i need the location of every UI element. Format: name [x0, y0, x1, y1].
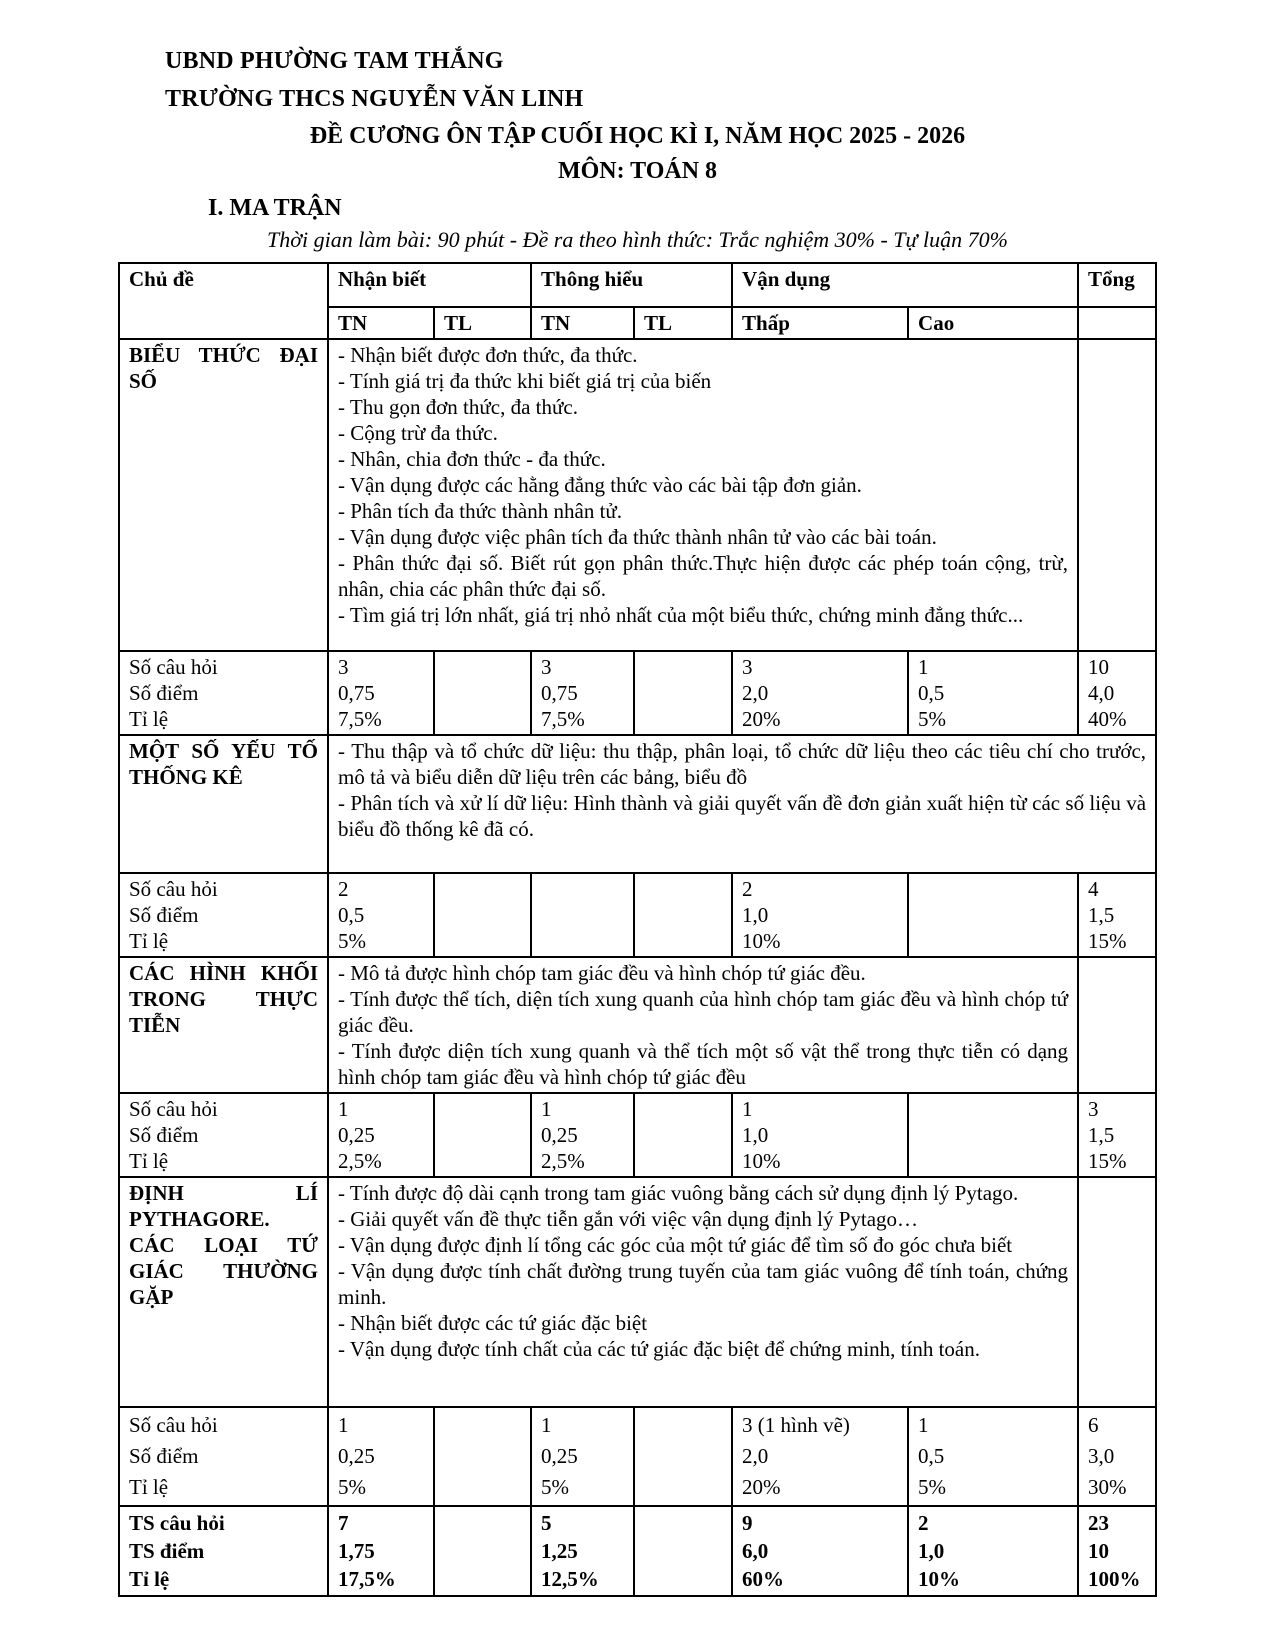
- content-line: Tỉ lệ: [129, 707, 169, 731]
- content-line: 0,5: [338, 903, 365, 927]
- content-line: 1: [541, 1097, 552, 1121]
- content-line: 1,0: [742, 1123, 769, 1147]
- total-tong: [1078, 1506, 1156, 1596]
- content-line: 1: [338, 1413, 349, 1437]
- content-line: - Phân tích và xử lí dữ liệu: Hình thành và giải quyết vấn đề đơn giản xuất hiện từ các số liệu và biểu đồ thống kê đã có.: [338, 791, 1147, 841]
- stats-labels: [119, 873, 328, 957]
- content-line: 10%: [918, 1567, 961, 1591]
- content-line: 5%: [541, 1475, 570, 1499]
- content-line: 40%: [1088, 707, 1127, 731]
- content-line: Số điểm: [129, 1123, 199, 1147]
- topic-row: [119, 957, 1156, 1093]
- content-line: Tỉ lệ: [129, 1149, 169, 1173]
- content-line: 10%: [742, 929, 781, 953]
- content-line: 5%: [918, 707, 947, 731]
- content-line: - Thu gọn đơn thức, đa thức.: [338, 395, 578, 419]
- content-line: 5%: [338, 1475, 366, 1499]
- stats-row: [119, 873, 1156, 957]
- col-header-th-tl: TL: [634, 307, 732, 339]
- topic-row: [119, 1177, 1156, 1407]
- content-line: 6: [1088, 1413, 1099, 1437]
- total-nb-tl: [434, 1506, 531, 1596]
- content-line: 1: [918, 655, 929, 679]
- content-line: Số câu hỏi: [129, 1413, 218, 1437]
- topic-criteria: [328, 1177, 1078, 1407]
- content-line: 2,0: [742, 1444, 769, 1468]
- content-line: 3: [742, 655, 753, 679]
- section-heading: I. MA TRẬN: [208, 195, 342, 221]
- stat-vd-cao: [908, 651, 1078, 735]
- col-header-vd-cao: Cao: [908, 307, 1078, 339]
- content-line: 5%: [338, 929, 366, 953]
- stat-th-tl: [634, 651, 732, 735]
- content-line: 5%: [918, 1475, 947, 1499]
- content-line: 1,0: [742, 903, 769, 927]
- content-line: 1: [338, 1097, 349, 1121]
- empty-cell: [1078, 1177, 1156, 1407]
- content-line: 23: [1088, 1511, 1110, 1535]
- content-line: 2: [742, 877, 753, 901]
- content-line: 20%: [742, 707, 781, 731]
- topic-criteria: [328, 735, 1156, 873]
- header-row-1: [119, 263, 1156, 307]
- col-header-vd-thap: Thấp: [732, 307, 908, 339]
- content-line: 0,25: [338, 1444, 375, 1468]
- content-line: 100%: [1088, 1567, 1141, 1591]
- stat-vd-cao: [908, 1407, 1078, 1506]
- content-line: - Vận dụng được tính chất của các tứ giác đặc biệt để chứng minh, tính toán.: [338, 1337, 980, 1361]
- content-line: Số điểm: [129, 903, 199, 927]
- stat-nb-tn: [328, 873, 434, 957]
- total-th-tl: [634, 1506, 732, 1596]
- content-line: Số câu hỏi: [129, 1097, 218, 1121]
- content-line: 2: [338, 877, 349, 901]
- empty-cell: [1078, 339, 1156, 651]
- content-line: 0,75: [541, 681, 578, 705]
- stat-th-tn: [531, 1407, 634, 1506]
- stats-row: [119, 1093, 1156, 1177]
- doc-subject: MÔN: TOÁN 8: [557, 158, 718, 184]
- col-header-tong-empty: [1078, 307, 1156, 339]
- col-header-van-dung: Vận dụng: [732, 263, 1078, 307]
- stat-vd-thap: [732, 651, 908, 735]
- content-line: 0,75: [338, 681, 375, 705]
- content-line: - Phân tích đa thức thành nhân tử.: [338, 499, 623, 523]
- content-line: Số điểm: [129, 1444, 199, 1468]
- content-line: Tỉ lệ: [129, 929, 169, 953]
- content-line: - Thu thập và tổ chức dữ liệu: thu thập, phân loại, tổ chức dữ liệu theo các tiêu chí cho trước, mô tả và biểu diễn dữ liệu trên các bảng, biểu đồ: [338, 739, 1147, 789]
- topic-name: CÁC HÌNH KHỐI TRONG THỰC TIỄN: [119, 957, 328, 1093]
- content-line: TS điểm: [129, 1539, 205, 1563]
- content-line: - Vận dụng được tính chất đường trung tuyến của tam giác vuông để tính toán, chứng minh.: [338, 1259, 1069, 1309]
- stat-vd-thap: [732, 1407, 908, 1506]
- stats-row: [119, 651, 1156, 735]
- content-line: - Nhân, chia đơn thức - đa thức.: [338, 447, 606, 471]
- content-line: 1,5: [1088, 903, 1115, 927]
- totals-labels: [119, 1506, 328, 1596]
- topic-name: ĐỊNH LÍ PYTHAGORE. CÁC LOẠI TỨ GIÁC THƯỜNG GẶP: [119, 1177, 328, 1407]
- content-line: 0,25: [541, 1123, 578, 1147]
- content-line: - Tính được diện tích xung quanh và thể tích một số vật thể trong thực tiễn có dạng hình chóp tam giác đều và hình chóp tứ giác đều: [338, 1039, 1069, 1089]
- content-line: 15%: [1088, 929, 1127, 953]
- content-line: 3: [541, 655, 552, 679]
- stat-nb-tl: [434, 1093, 531, 1177]
- doc-title: ĐỀ CƯƠNG ÔN TẬP CUỐI HỌC KÌ I, NĂM HỌC 2025 - 2026: [309, 123, 966, 149]
- stat-th-tl: [634, 1407, 732, 1506]
- stat-vd-thap: [732, 1093, 908, 1177]
- content-line: - Tìm giá trị lớn nhất, giá trị nhỏ nhất của một biểu thức, chứng minh đẳng thức...: [338, 603, 1024, 627]
- stat-th-tn: [531, 651, 634, 735]
- content-line: 3,0: [1088, 1444, 1115, 1468]
- content-line: 17,5%: [338, 1567, 396, 1591]
- content-line: - Giải quyết vấn đề thực tiễn gắn với việc vận dụng định lý Pytago…: [338, 1207, 919, 1231]
- content-line: - Vận dụng được việc phân tích đa thức thành nhân tử vào các bài toán.: [338, 525, 937, 549]
- content-line: 7: [338, 1511, 349, 1535]
- content-line: TS câu hỏi: [129, 1511, 225, 1535]
- content-line: 3 (1 hình vẽ): [742, 1413, 850, 1437]
- stat-nb-tn: [328, 651, 434, 735]
- school-name: TRƯỜNG THCS NGUYỄN VĂN LINH: [165, 86, 584, 112]
- stat-th-tn: [531, 1093, 634, 1177]
- content-line: 7,5%: [338, 707, 382, 731]
- content-line: 1: [541, 1413, 552, 1437]
- stat-nb-tl: [434, 651, 531, 735]
- content-line: 1,75: [338, 1539, 375, 1563]
- content-line: - Nhận biết được các tứ giác đặc biệt: [338, 1311, 648, 1335]
- content-line: 3: [338, 655, 349, 679]
- content-line: 1: [742, 1097, 753, 1121]
- content-line: 1,25: [541, 1539, 578, 1563]
- stat-vd-cao: [908, 873, 1078, 957]
- total-nb-tn: [328, 1506, 434, 1596]
- content-line: - Phân thức đại số. Biết rút gọn phân thức.Thực hiện được các phép toán cộng, trừ, nhân, chia các phân thức đại số.: [338, 551, 1069, 601]
- stat-nb-tl: [434, 873, 531, 957]
- content-line: 0,25: [541, 1444, 578, 1468]
- content-line: 0,5: [918, 681, 945, 705]
- col-header-topic: Chủ đề: [119, 263, 328, 339]
- org-name: UBND PHƯỜNG TAM THẮNG: [165, 48, 504, 74]
- content-line: 3: [1088, 1097, 1099, 1121]
- content-line: Số câu hỏi: [129, 877, 218, 901]
- stats-row: [119, 1407, 1156, 1506]
- content-line: 0,5: [918, 1444, 945, 1468]
- total-th-tn: [531, 1506, 634, 1596]
- content-line: Tỉ lệ: [129, 1567, 170, 1591]
- stat-tong: [1078, 651, 1156, 735]
- content-line: 1: [918, 1413, 929, 1437]
- content-line: 10: [1088, 655, 1110, 679]
- content-line: - Nhận biết được đơn thức, đa thức.: [338, 343, 638, 367]
- stat-th-tl: [634, 1093, 732, 1177]
- content-line: 2,5%: [338, 1149, 382, 1173]
- col-header-nb-tl: TL: [434, 307, 531, 339]
- topic-criteria: [328, 339, 1078, 651]
- topic-row: [119, 339, 1156, 651]
- col-header-tong: Tổng: [1078, 263, 1156, 307]
- exam-info-line: Thời gian làm bài: 90 phút - Đề ra theo hình thức: Trắc nghiệm 30% - Tự luận 70%: [267, 227, 1008, 252]
- content-line: 15%: [1088, 1149, 1127, 1173]
- col-header-nb-tn: TN: [328, 307, 434, 339]
- content-line: 12,5%: [541, 1567, 599, 1591]
- content-line: Tỉ lệ: [129, 1475, 169, 1499]
- col-header-th-tn: TN: [531, 307, 634, 339]
- content-line: 7,5%: [541, 707, 585, 731]
- content-line: 2,5%: [541, 1149, 585, 1173]
- content-line: 60%: [742, 1567, 785, 1591]
- stats-labels: [119, 651, 328, 735]
- content-line: 2: [918, 1511, 929, 1535]
- content-line: 2,0: [742, 681, 769, 705]
- stat-tong: [1078, 1407, 1156, 1506]
- content-line: 30%: [1088, 1475, 1127, 1499]
- topic-criteria: [328, 957, 1078, 1093]
- content-line: - Tính được độ dài cạnh trong tam giác vuông bằng cách sử dụng định lý Pytago.: [338, 1181, 1019, 1205]
- total-vd-cao: [908, 1506, 1078, 1596]
- content-line: Số câu hỏi: [129, 655, 218, 679]
- stat-th-tl: [634, 873, 732, 957]
- content-line: 10: [1088, 1539, 1110, 1563]
- col-header-thong-hieu: Thông hiểu: [531, 263, 732, 307]
- stat-tong: [1078, 873, 1156, 957]
- content-line: 1,5: [1088, 1123, 1115, 1147]
- content-line: - Tính được thể tích, diện tích xung quanh của hình chóp tam giác đều và hình chóp tứ giác đều.: [338, 987, 1069, 1037]
- stats-labels: [119, 1407, 328, 1506]
- stat-nb-tl: [434, 1407, 531, 1506]
- content-line: 4: [1088, 877, 1099, 901]
- content-line: 6,0: [742, 1539, 769, 1563]
- stat-nb-tn: [328, 1093, 434, 1177]
- content-line: - Vận dụng được các hằng đẳng thức vào các bài tập đơn giản.: [338, 473, 862, 497]
- content-line: Số điểm: [129, 681, 199, 705]
- topic-name: MỘT SỐ YẾU TỐ THỐNG KÊ: [119, 735, 328, 873]
- matrix-table: [118, 262, 1157, 1597]
- stat-nb-tn: [328, 1407, 434, 1506]
- totals-row: [119, 1506, 1156, 1596]
- stat-vd-thap: [732, 873, 908, 957]
- stat-th-tn: [531, 873, 634, 957]
- content-line: - Cộng trừ đa thức.: [338, 421, 498, 445]
- topic-row: [119, 735, 1156, 873]
- total-vd-thap: [732, 1506, 908, 1596]
- content-line: 1,0: [918, 1539, 945, 1563]
- content-line: - Mô tả được hình chóp tam giác đều và hình chóp tứ giác đều.: [338, 961, 866, 985]
- stat-tong: [1078, 1093, 1156, 1177]
- content-line: 9: [742, 1511, 753, 1535]
- topic-name: BIỂU THỨC ĐẠI SỐ: [119, 339, 328, 651]
- stat-vd-cao: [908, 1093, 1078, 1177]
- content-line: 4,0: [1088, 681, 1115, 705]
- stats-labels: [119, 1093, 328, 1177]
- content-line: - Tính giá trị đa thức khi biết giá trị của biến: [338, 369, 712, 393]
- empty-cell: [1078, 957, 1156, 1093]
- content-line: 5: [541, 1511, 552, 1535]
- content-line: 20%: [742, 1475, 781, 1499]
- content-line: 10%: [742, 1149, 781, 1173]
- col-header-nhan-biet: Nhận biết: [328, 263, 531, 307]
- content-line: - Vận dụng được định lí tổng các góc của một tứ giác để tìm số đo góc chưa biết: [338, 1233, 1013, 1257]
- content-line: 0,25: [338, 1123, 375, 1147]
